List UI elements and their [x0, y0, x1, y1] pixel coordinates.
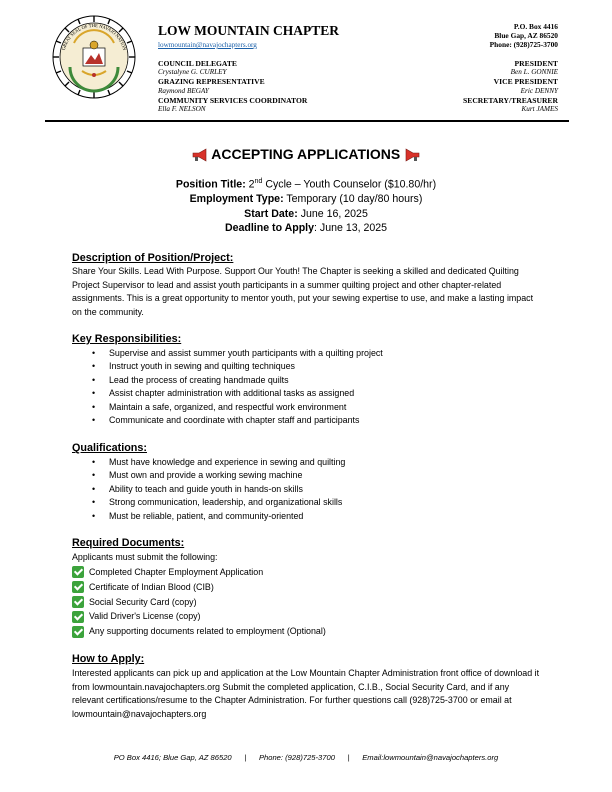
address-city: Blue Gap, AZ 86520: [494, 31, 558, 40]
president-title: PRESIDENT: [514, 59, 558, 68]
csc-title: COMMUNITY SERVICES COORDINATOR: [158, 96, 308, 105]
headline-text: ACCEPTING APPLICATIONS: [211, 146, 401, 162]
deadline-line: Deadline to Apply: June 13, 2025: [224, 222, 388, 234]
check-mark-icon: [72, 566, 84, 578]
check-mark-icon: [72, 581, 84, 593]
list-item: • Must own and provide a working sewing machine: [72, 469, 345, 482]
vice-president-title: VICE PRESIDENT: [493, 77, 558, 86]
responsibilities-heading: Key Responsibilities:: [72, 333, 182, 345]
page-footer: PO Box 4416; Blue Gap, AZ 86520 | Phone: (928)725-3700 | Email:lowmountain@navajochapters.org: [113, 753, 499, 762]
start-date-line: Start Date: June 16, 2025: [244, 208, 368, 220]
check-mark-icon: [72, 596, 84, 608]
seal-text: GREAT SEAL OF THE NAVAJO NATION: [60, 22, 128, 51]
megaphone-icon: [190, 148, 208, 162]
check-mark-icon: [72, 611, 84, 623]
president-name: Ben L. GONNIE: [510, 68, 558, 76]
list-item: Any supporting documents related to employment (Optional): [72, 624, 326, 639]
list-item: • Must be reliable, patient, and community-oriented: [72, 510, 345, 523]
position-line: Position Title: 2nd Cycle – Youth Counselor ($10.80/hr): [175, 178, 437, 191]
address-box: P.O. Box 4416: [513, 22, 558, 31]
employment-line: Employment Type: Temporary (10 day/80 hours): [189, 193, 423, 205]
vice-president-name: Eric DENNY: [520, 87, 558, 95]
council-delegate-title: COUNCIL DELEGATE: [158, 59, 237, 68]
list-item: • Communicate and coordinate with chapter staff and participants: [72, 414, 383, 427]
csc-name: Ella F. NELSON: [158, 105, 206, 113]
list-item: • Strong communication, leadership, and organizational skills: [72, 496, 345, 509]
address-phone: Phone: (928)725-3700: [489, 40, 558, 49]
chapter-name: LOW MOUNTAIN CHAPTER: [158, 23, 340, 38]
footer-email[interactable]: Email:lowmountain@navajochapters.org: [362, 753, 499, 762]
list-item: Valid Driver's License (copy): [72, 609, 326, 624]
qualifications-list: [72, 456, 345, 523]
qualifications-heading: Qualifications:: [72, 442, 147, 454]
header-divider: [45, 120, 569, 122]
responsibilities-list: [72, 347, 383, 427]
list-item: • Supervise and assist summer youth participants with a quilting project: [72, 347, 383, 360]
documents-intro: Applicants must submit the following:: [72, 552, 218, 562]
documents-heading: Required Documents:: [72, 537, 185, 549]
apply-heading: How to Apply:: [72, 653, 145, 665]
megaphone-icon: [404, 148, 422, 162]
documents-list: [72, 565, 326, 639]
apply-text: Interested applicants can pick up and application at the Low Mountain Chapter Administration front office of download it from lowmountain.navajochapters.org Submit the completed application, C.I.B., Social Security Card, and if any relevant certifications/resume to the Chapter Administration. For further questions call (928)725-3700 or email at lowmountain@navajochapters.org: [72, 668, 540, 719]
list-item: • Must have knowledge and experience in sewing and quilting: [72, 456, 345, 469]
list-item: Social Security Card (copy): [72, 595, 326, 610]
list-item: • Instruct youth in sewing and quilting techniques: [72, 360, 383, 373]
grazing-rep-title: GRAZING REPRESENTATIVE: [158, 77, 265, 86]
grazing-rep-name: Raymond BEGAY: [158, 87, 209, 95]
list-item: • Ability to teach and guide youth in hands-on skills: [72, 483, 345, 496]
description-text: Share Your Skills. Lead With Purpose. Support Our Youth! The Chapter is seeking a skilled and dedicated Quilting Project Supervisor to lead and assist youth participants in a summer quilting project and other chapter-related assignments. This is a great opportunity to mentor youth, put your sewing expertise to use, and make a lasting impact on the community.: [72, 266, 534, 317]
check-mark-icon: [72, 626, 84, 638]
list-item: Certificate of Indian Blood (CIB): [72, 580, 326, 595]
headline: [0, 146, 612, 162]
secretary-title: SECRETARY/TREASURER: [463, 96, 558, 105]
council-delegate-name: Crystalyne G. CURLEY: [158, 68, 227, 76]
footer-address: PO Box 4416; Blue Gap, AZ 86520: [113, 753, 232, 762]
list-item: Completed Chapter Employment Application: [72, 565, 326, 580]
footer-phone: Phone: (928)725-3700: [258, 753, 335, 762]
navajo-seal-icon: [52, 15, 136, 99]
list-item: • Maintain a safe, organized, and respectful work environment: [72, 401, 383, 414]
list-item: • Assist chapter administration with additional tasks as assigned: [72, 387, 383, 400]
description-heading: Description of Position/Project:: [72, 252, 234, 264]
secretary-name: Kurt JAMES: [521, 105, 558, 113]
chapter-email-link[interactable]: lowmountain@navajochapters.org: [158, 41, 257, 49]
list-item: • Lead the process of creating handmade quilts: [72, 374, 383, 387]
